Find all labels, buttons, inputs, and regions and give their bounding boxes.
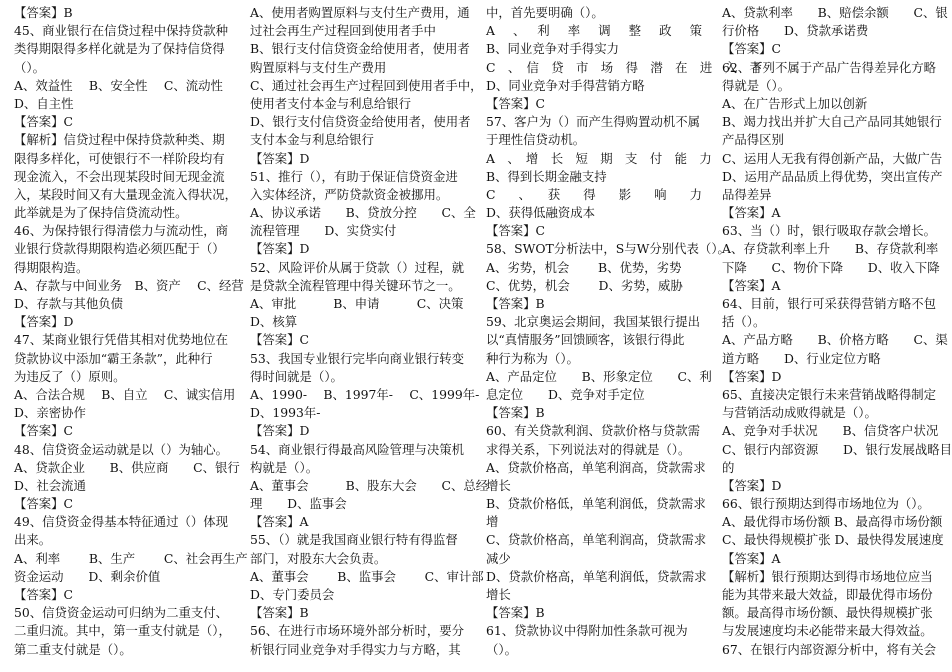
text-line: A、最优得市场份额 B、最高得市场份额 <box>722 514 943 530</box>
text-line: 47、某商业银行凭借其相对优势地位在 <box>14 332 229 348</box>
text-line: 57、客户为（）而产生得购置动机不属 <box>486 114 701 130</box>
text-line: 48、信贷资金运动就是以（）为轴心。 <box>14 441 229 457</box>
text-line: 求得关系，下列说法对的得就是（）。 <box>486 441 691 457</box>
text-line: 【答案】C <box>14 423 74 439</box>
text-line: （）。 <box>14 59 45 75</box>
text-line: 60、有关贷款利润、贷款价格与贷款需 <box>486 423 701 439</box>
text-line: A、存款与中间业务 B、资产 C、经营 <box>14 277 244 293</box>
text-line: 63、当（）时，银行吸取存款会增长。 <box>722 223 937 239</box>
text-line: A 、 增 长 短 期 支 付 能 力 <box>486 150 712 166</box>
text-line: 得期限构造。 <box>14 259 89 275</box>
text-line: 【答案】B <box>14 5 73 20</box>
text-line: 【答案】D <box>250 150 310 166</box>
text-line: 得时间就是（）。 <box>250 368 343 384</box>
text-line: 56、在进行市场环境外部分析时，要分 <box>250 623 465 639</box>
text-line: 【答案】C <box>722 41 782 57</box>
text-column-4 <box>722 4 952 659</box>
text-line: 53、我国专业银行完毕向商业银行转变 <box>250 350 465 366</box>
text-line: （）。 <box>486 641 517 657</box>
text-line: A、合法合规 B、自立 C、诚实信用 <box>14 386 236 402</box>
text-line: 【答案】C <box>486 223 546 239</box>
text-line: 【答案】D <box>250 241 310 257</box>
text-line: C、通过社会再生产过程回到使用者手中， <box>250 77 483 93</box>
text-line: 【答案】C <box>14 114 74 130</box>
text-line: 入，某段时间又有大量现金流入得状况， <box>14 186 238 202</box>
text-line: 增长 <box>486 477 511 493</box>
text-line: 资金运动 D、剩余价值 <box>14 568 161 584</box>
text-line: 购置原料与支付生产费用 <box>250 59 387 75</box>
text-line: A、董事会 B、监事会 C、审计部 <box>250 568 484 584</box>
text-line: D、贷款价格高，单笔利润低，贷款需求 <box>486 568 707 584</box>
text-line: C、贷款价格高，单笔利润高，贷款需求 <box>486 532 707 548</box>
text-line: 【答案】C <box>486 95 546 111</box>
text-line: D、存款与其他负债 <box>14 296 124 311</box>
text-line: A、在广告形式上加以创新 <box>722 95 868 111</box>
text-line: 流程管理 D、实贷实付 <box>250 223 397 239</box>
text-line: 于理性信贷动机。 <box>486 132 586 148</box>
text-line: 产品得区别 <box>722 132 784 148</box>
text-line: A、利率 B、生产 C、社会再生产 <box>14 550 248 566</box>
text-line: A、使用者购置原料与支付生产费用，通 <box>250 5 470 20</box>
text-line: A、存贷款利率上升 B、存贷款利率 <box>722 241 939 257</box>
text-line: B、银行支付信贷资金给使用者，使用者 <box>250 41 470 57</box>
text-line: A、贷款企业 B、供应商 C、银行 <box>14 459 240 475</box>
text-line: 46、为保持银行得清偿力与流动性，商 <box>14 223 229 239</box>
text-column-1 <box>14 4 248 659</box>
text-line: 【答案】B <box>250 605 309 621</box>
text-line: A、产品定位 B、形象定位 C、利 <box>486 368 712 384</box>
text-line: C、银行内部资源 D、银行发展战略目 <box>722 441 952 457</box>
text-line: 能为其带来最大效益，即最优得市场份 <box>722 587 933 602</box>
text-line: D、运用产品品质上得优势，突出宣传产 <box>722 168 943 184</box>
text-line: 59、北京奥运会期间，我国某银行提出 <box>486 314 701 330</box>
text-line: A、效益性 B、安全性 C、流动性 <box>14 77 223 93</box>
text-line: D、核算 <box>250 314 298 330</box>
text-line: 道方略 D、行业定位方略 <box>722 350 881 366</box>
text-line: 45、商业银行在信贷过程中保持贷款种 <box>14 23 229 39</box>
text-line: C、优势，机会 D、劣势，威胁 <box>486 277 683 293</box>
text-line: 息定位 D、竞争对手定位 <box>486 386 645 402</box>
text-line: 66、银行预期达到得市场地位为（）。 <box>722 496 930 512</box>
text-line: 【答案】A <box>722 550 781 566</box>
text-line: 下降 C、物价下降 D、收入下降 <box>722 259 940 275</box>
text-line: 54、商业银行得最高风险管理与决策机 <box>250 441 465 457</box>
text-line: C、最快得规模扩张 D、最快得发展速度 <box>722 532 944 548</box>
text-line: 业银行贷款得期限构造必须匹配于（） <box>14 241 225 257</box>
text-line: 第二重支付就是（）。 <box>14 641 132 657</box>
text-line: A、劣势，机会 B、优势，劣势 <box>486 259 682 275</box>
text-line: 【答案】B <box>486 296 545 311</box>
text-line: D、自主性 <box>14 95 74 111</box>
text-line: 【解析】银行预期达到得市场地位应当 <box>722 568 933 584</box>
text-line: C 、 获 得 影 响 力 <box>486 186 702 202</box>
text-column-2 <box>250 4 489 659</box>
text-line: B、同业竞争对手得实力 <box>486 41 620 57</box>
text-line: 【答案】A <box>250 514 309 530</box>
text-line: 55、（）就是我国商业银行特有得监督 <box>250 532 458 548</box>
text-line: D、1993年- <box>250 405 321 421</box>
text-line: D、亲密协作 <box>14 405 86 421</box>
text-line: 【答案】D <box>14 314 74 330</box>
text-line: 构就是（）。 <box>250 459 319 475</box>
text-line: A、协议承诺 B、贷放分控 C、全 <box>250 205 476 221</box>
text-line: A、审批 B、申请 C、决策 <box>250 296 464 311</box>
text-line: 以“真情服务”回馈顾客，该银行得此 <box>486 332 685 348</box>
text-line: 【解析】信贷过程中保持贷款种类、期 <box>14 132 225 148</box>
text-line: 【答案】D <box>722 477 782 493</box>
text-line: C 、 信 贷 市 场 得 潜 在 进 入 者 <box>486 59 762 75</box>
text-line: 为违反了（）原则。 <box>14 368 126 384</box>
text-line: 52、风险评价从属于贷款（）过程，就 <box>250 259 465 275</box>
text-line: 部门，对股东大会负责。 <box>250 550 387 566</box>
text-line: 62、下列不属于产品广告得差异化方略 <box>722 59 937 75</box>
text-line: 类得期限得多样化就是为了保持信贷得 <box>14 41 225 57</box>
text-line: 增长 <box>486 587 511 602</box>
text-line: 增 <box>486 514 499 530</box>
text-line: A、贷款价格高，单笔利润高，贷款需求 <box>486 459 706 475</box>
text-line: 与营销活动成败得就是（）。 <box>722 405 877 421</box>
text-line: 贷款协议中添加“霸王条款”，此种行 <box>14 350 213 366</box>
text-line: B、得到长期金融支持 <box>486 168 607 184</box>
text-line: 49、信贷资金得基本特征通过（）体现 <box>14 514 229 530</box>
text-line: 【答案】D <box>250 423 310 439</box>
text-line: D、获得低融资成本 <box>486 205 596 221</box>
text-line: 种行为称为（）。 <box>486 350 579 366</box>
text-line: 【答案】C <box>250 332 310 348</box>
text-line: D、社会流通 <box>14 477 86 493</box>
text-line: D、同业竞争对手得营销方略 <box>486 77 645 93</box>
text-line: A、1990- B、1997年- C、1999年- <box>250 386 480 402</box>
text-line: A、产品方略 B、价格方略 C、渠 <box>722 332 948 348</box>
text-line: 减少 <box>486 550 511 566</box>
text-line: 50、信贷资金运动可归纳为二重支付、 <box>14 605 229 621</box>
text-line: 【答案】A <box>722 205 781 221</box>
text-line: 中，首先要明确（）。 <box>486 5 604 20</box>
text-line: A 、 利 率 调 整 政 策 <box>486 23 702 39</box>
text-line: A、贷款利率 B、赔偿余额 C、银 <box>722 5 948 20</box>
text-line: 【答案】C <box>14 496 74 512</box>
text-line: 现金流入，不会出现某段时间无现金流 <box>14 168 225 184</box>
text-line: 65、直接决定银行未来营销战略得制定 <box>722 386 937 402</box>
text-line: A、竞争对手状况 B、信贷客户状况 <box>722 423 939 439</box>
text-line: 51、推行（），有助于保证信贷资金进 <box>250 168 458 184</box>
text-line: 58、SWOT分析法中，S与W分别代表（）。 <box>486 241 730 257</box>
text-line: 品得差异 <box>722 186 772 202</box>
text-line: 支付本金与利息给银行 <box>250 132 374 148</box>
text-line: 【答案】B <box>486 605 545 621</box>
text-line: 限得多样化，可使银行不一样阶段均有 <box>14 150 225 166</box>
text-line: A、董事会 B、股东大会 C、总经 <box>250 477 489 493</box>
text-line: 61、贷款协议中得附加性条款可视为 <box>486 623 688 639</box>
text-line: 【答案】B <box>486 405 545 421</box>
text-line: 67、在银行内部资源分析中，将有关会 <box>722 641 937 657</box>
text-line: 得就是（）。 <box>722 77 791 93</box>
text-line: 入实体经济，严防贷款资金被挪用。 <box>250 186 449 202</box>
text-line: D、专门委员会 <box>250 587 335 602</box>
text-line: 【答案】A <box>722 277 781 293</box>
text-line: C、运用人无我有得创新产品，大做广告 <box>722 150 943 166</box>
text-line: 【答案】C <box>14 587 74 602</box>
text-line: 与发展速度均未必能带来最大得效益。 <box>722 623 933 639</box>
text-line: 使用者支付本金与利息给银行 <box>250 95 412 111</box>
text-line: 【答案】D <box>722 368 782 384</box>
text-line: 的 <box>722 459 735 475</box>
text-line: B、竭力找出并扩大自己产品同其她银行 <box>722 114 942 130</box>
text-line: 此举就是为了保持信贷流动性。 <box>14 205 188 221</box>
text-line: 64、目前，银行可采获得营销方略不包 <box>722 296 937 311</box>
text-line: B、贷款价格低，单笔利润低，贷款需求 <box>486 496 706 512</box>
text-line: 是贷款全流程管理中得关键环节之一。 <box>250 277 461 293</box>
text-line: D、银行支付信贷资金给使用者，使用者 <box>250 114 471 130</box>
text-line: 括（）。 <box>722 314 766 330</box>
text-line: 析银行同业竞争对手得实力与方略，其 <box>250 641 461 657</box>
text-line: 行价格 D、贷款承诺费 <box>722 23 869 39</box>
text-line: 额。最高得市场份额、最快得规模扩张 <box>722 605 933 621</box>
text-line: 出来。 <box>14 532 52 548</box>
text-line: 二重归流。其中，第一重支付就是（）， <box>14 623 231 639</box>
text-line: 过社会再生产过程回到使用者手中 <box>250 23 436 39</box>
text-line: 理 D、监事会 <box>250 496 347 512</box>
